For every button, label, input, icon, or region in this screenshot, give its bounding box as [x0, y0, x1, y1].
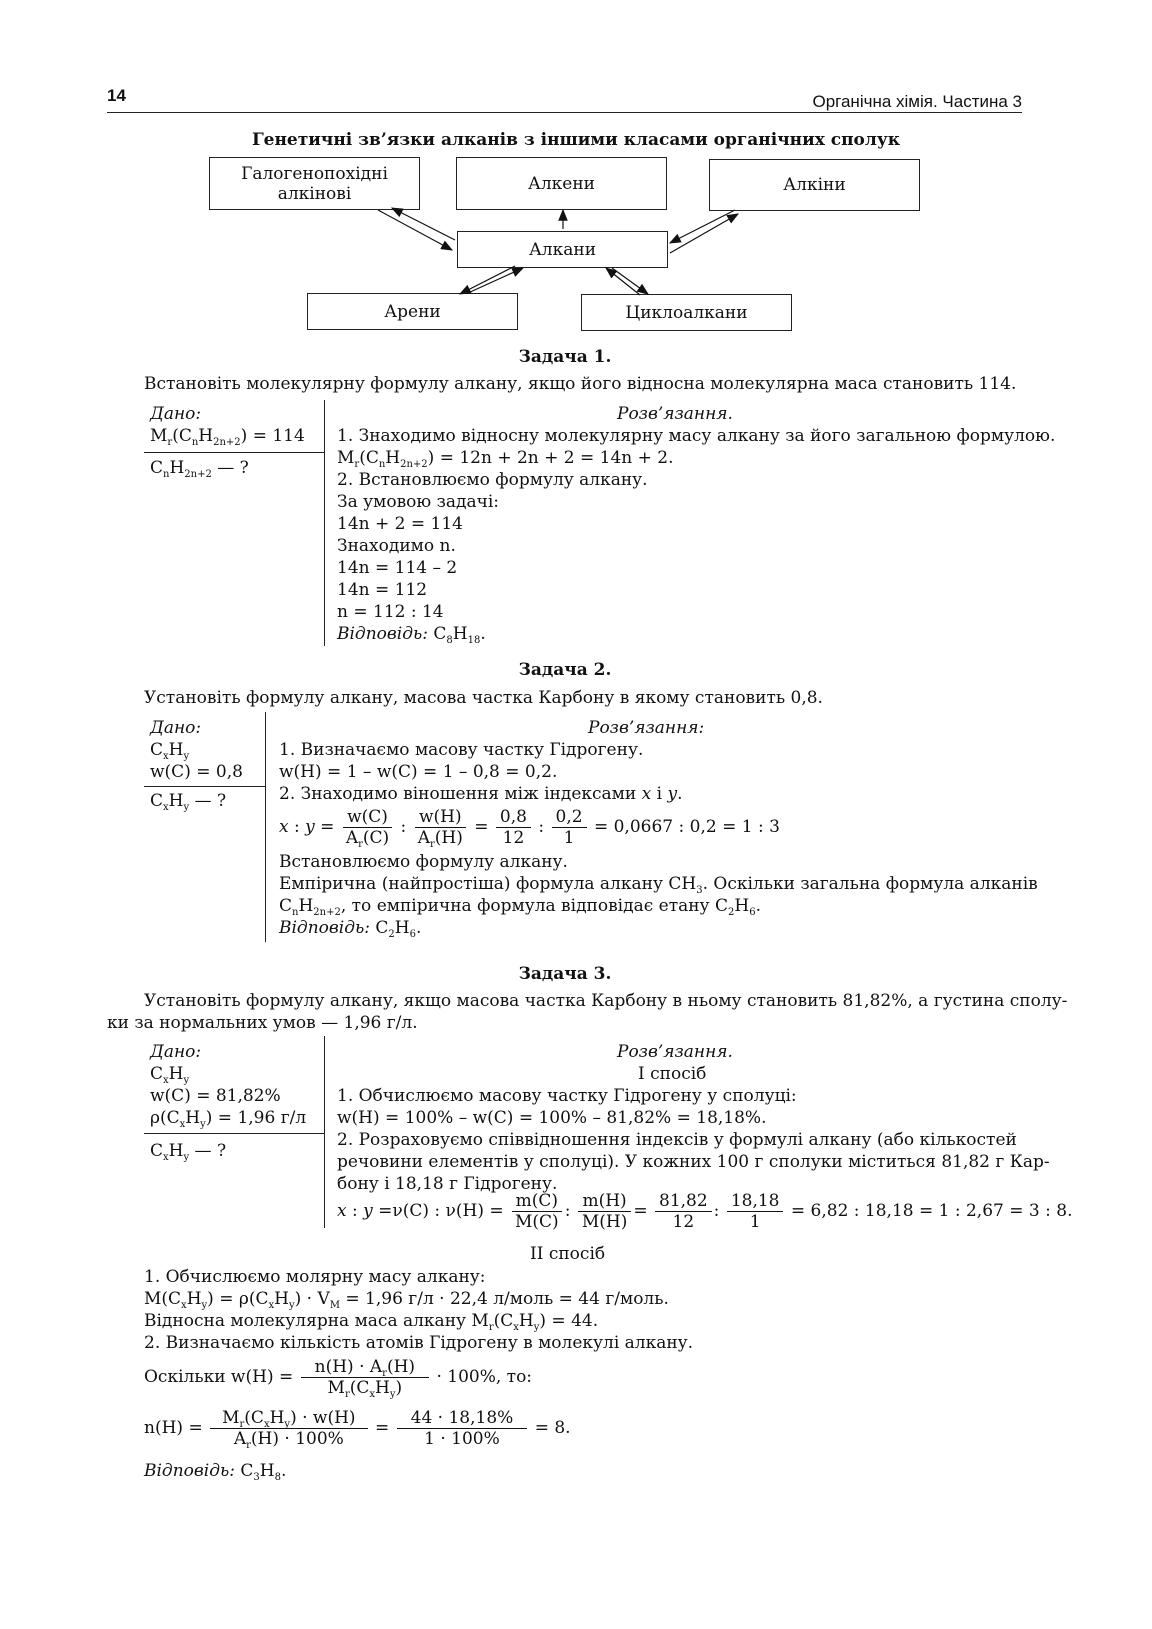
box-alkynes: Алкіни	[709, 159, 920, 211]
task3-frac-2: $\frac{m(H)}{M(H)}$	[578, 1191, 632, 1232]
task2-find: $C_xH_y$ — ?	[150, 791, 227, 813]
task2-line-3: 2. Знаходимо віношення між індексами x і y.	[279, 784, 683, 804]
task1-given-1: $M_r(C_nH_{2n+2}) = 114$	[150, 426, 305, 448]
task3-m1-line-5: бону і 18,18 г Гідрогену.	[337, 1174, 558, 1194]
task3-m2-line-2: $M(C_xH_y) = \rho(C_xH_y) \cdot V_M = 1,96$ г/л · 22,4 л/моль = 44 г/моль.	[144, 1289, 669, 1311]
task3-m2-equation-2: n(H) = $\frac{M_r(C_xH_y) \cdot w(H)}{A_r(H) \cdot 100\%}$ = $\frac{44 \cdot 18,18\%}{1 \cdot 100\%}$ = 8.	[144, 1408, 571, 1451]
task3-method-1: I спосіб	[638, 1064, 707, 1084]
task1-line-7: 14n = 114 – 2	[337, 558, 458, 578]
task1-line-3: 2. Встановлюємо формулу алкану.	[337, 470, 648, 490]
task2-given-1: $C_xH_y$	[150, 740, 190, 762]
task2-line-6: $C_nH_{2n+2}$, то емпірична формула відповідає етану $C_2H_6$.	[279, 896, 761, 918]
task3-m2-line-3: Відносна молекулярна маса алкану $M_r(C_xH_y) = 44$.	[144, 1311, 599, 1333]
task1-given-rule	[144, 452, 324, 453]
task3-m2-line-1: 1. Обчислюємо молярну масу алкану:	[144, 1267, 486, 1287]
task1-solution-label: Розв’язання.	[617, 404, 733, 424]
task3-frac-3: $\frac{81,82}{12}$	[655, 1191, 712, 1232]
task3-frac-1: $\frac{m(C)}{M(C)}$	[511, 1191, 563, 1232]
arrow-halo-to-alkanes	[378, 210, 452, 250]
task1-line-2: $M_r(C_nH_{2n+2}) = 12n + 2n + 2 = 14n + 2$.	[337, 448, 674, 470]
task3-statement-2: ки за нормальних умов — 1,96 г/л.	[107, 1013, 418, 1033]
task3-find: $C_xH_y$ — ?	[150, 1141, 227, 1163]
task2-equation: x : y = $\frac{w(C)}{A_r(C)}$ : $\frac{w(H)}{A_r(H)}$ = $\frac{0,8}{12}$ : $\frac{0,2}{1}$ = 0,0667 : 0,2 = 1 : 3	[279, 807, 780, 850]
task1-line-5: 14n + 2 = 114	[337, 514, 463, 534]
task3-title: Задача 3.	[518, 964, 612, 984]
task3-given-1: $C_xH_y$	[150, 1064, 190, 1086]
task1-given-label: Дано:	[150, 404, 202, 424]
task2-line-2: w(H) = 1 – w(C) = 1 – 0,8 = 0,2.	[279, 762, 558, 782]
task2-line-5: Емпірична (найпростіша) формула алкану $CH_3$. Оскільки загальна формула алканів	[279, 874, 1038, 896]
task3-given-label: Дано:	[150, 1042, 202, 1062]
arrow-cycloalkanes-to-alkanes	[606, 268, 640, 295]
diagram-title: Генетичні зв’язки алканів з іншими класами органічних сполук	[251, 130, 901, 150]
task2-solution-label: Розв’язання:	[588, 718, 705, 738]
box-halo-alkynes: Галогенопохідні алкінові	[209, 157, 420, 210]
task3-m1-line-2: w(H) = 100% – w(C) = 100% – 81,82% = 18,18%.	[337, 1108, 767, 1128]
arrow-alkanes-to-arenes	[460, 266, 515, 294]
task3-m1-line-4: речовини елементів у сполуці). У кожних 100 г сполуки міститься 81,82 г Кар-	[337, 1152, 1050, 1172]
arrow-arenes-to-alkanes	[468, 268, 523, 293]
task3-m2-frac-wh: $\frac{n(H) \cdot A_r(H)}{M_r(C_xH_y)}$	[301, 1357, 429, 1398]
task1-line-9: n = 112 : 14	[337, 602, 444, 622]
task3-given-3: $\rho(C_xH_y) = 1,96$ г/л	[150, 1108, 307, 1130]
box-cycloalkanes: Циклоалкани	[581, 294, 792, 331]
running-title: Органічна хімія. Частина 3	[812, 92, 1022, 111]
task2-given-rule	[144, 786, 265, 787]
task2-statement: Установіть формулу алкану, масова частка Карбону в якому становить 0,8.	[144, 688, 823, 708]
task1-divider	[324, 400, 325, 646]
task2-line-1: 1. Визначаємо масову частку Гідрогену.	[279, 740, 644, 760]
task3-answer: Відповідь: $C_3H_8$.	[144, 1461, 287, 1483]
task3-statement-1: Установіть формулу алкану, якщо масова частка Карбону в ньому становить 81,82%, а густина сполу-	[144, 991, 1068, 1011]
task3-m1-line-3: 2. Розраховуємо співвідношення індексів у формулі алкану (або кількостей	[337, 1130, 1017, 1150]
task3-frac-4: $\frac{18,18}{1}$	[727, 1191, 784, 1232]
task1-line-6: Знаходимо n.	[337, 536, 456, 556]
task2-answer: Відповідь: $C_2H_6$.	[279, 918, 422, 940]
task2-given-label: Дано:	[150, 718, 202, 738]
task1-line-1: 1. Знаходимо відносну молекулярну масу алкану за його загальною формулою.	[337, 426, 1056, 446]
diagram-arrows	[0, 0, 1152, 340]
task2-frac-4: $\frac{0,2}{1}$	[552, 807, 587, 848]
task1-answer: Відповідь: $C_8H_{18}$.	[337, 624, 486, 646]
task1-title: Задача 1.	[518, 347, 612, 367]
task2-divider	[265, 712, 266, 942]
task1-find: $C_nH_{2n+2}$ — ?	[150, 458, 249, 480]
task2-frac-2: $\frac{w(H)}{A_r(H)}$	[414, 807, 467, 848]
task3-given-rule	[144, 1133, 324, 1134]
arrow-alkynes-to-alkanes	[670, 210, 735, 243]
box-arenes: Арени	[307, 293, 518, 330]
task2-line-4: Встановлюємо формулу алкану.	[279, 852, 568, 872]
task2-frac-1: $\frac{w(C)}{A_r(C)}$	[342, 807, 393, 848]
task3-method-2: II спосіб	[530, 1244, 606, 1264]
task1-line-4: За умовою задачі:	[337, 492, 500, 512]
task3-given-2: w(C) = 81,82%	[150, 1086, 281, 1106]
box-alkenes: Алкени	[456, 157, 667, 210]
box-alkanes: Алкани	[457, 231, 668, 268]
task3-solution-label: Розв’язання.	[617, 1042, 733, 1062]
task1-statement: Встановіть молекулярну формулу алкану, якщо його відносна молекулярна маса становить 114.	[144, 374, 1017, 394]
page-number: 14	[107, 86, 126, 105]
task1-line-8: 14n = 112	[337, 580, 428, 600]
task2-given-2: w(C) = 0,8	[150, 762, 243, 782]
arrow-alkanes-to-alkynes	[670, 214, 738, 253]
task2-frac-3: $\frac{0,8}{12}$	[496, 807, 531, 848]
task3-m2-equation-1: Оскільки w(H) = $\frac{n(H) \cdot A_r(H)}{M_r(C_xH_y)}$ · 100%, то:	[144, 1357, 533, 1400]
task3-divider	[324, 1036, 325, 1228]
task3-m1-line-1: 1. Обчислюємо масову частку Гідрогену у сполуці:	[337, 1086, 797, 1106]
task2-title: Задача 2.	[518, 660, 612, 680]
task3-m1-equation: x : y =ν(C) : ν(H) = $\frac{m(C)}{M(C)}$ : $\frac{m(H)}{M(H)}$ = $\frac{81,82}{12}$ : $\frac{18,18}{1}$ = 6,82 : 18,18 = 1 : 2,67 = 3 : 8.	[337, 1191, 1073, 1232]
task3-m2-line-4: 2. Визначаємо кількість атомів Гідрогену в молекулі алкану.	[144, 1333, 694, 1353]
task3-m2-frac-1: $\frac{M_r(C_xH_y) \cdot w(H)}{A_r(H) \cdot 100\%}$	[210, 1408, 367, 1449]
task3-m2-frac-2: $\frac{44 \cdot 18,18\%}{1 \cdot 100\%}$	[397, 1408, 528, 1449]
arrow-alkanes-to-cycloalkanes	[612, 268, 648, 294]
